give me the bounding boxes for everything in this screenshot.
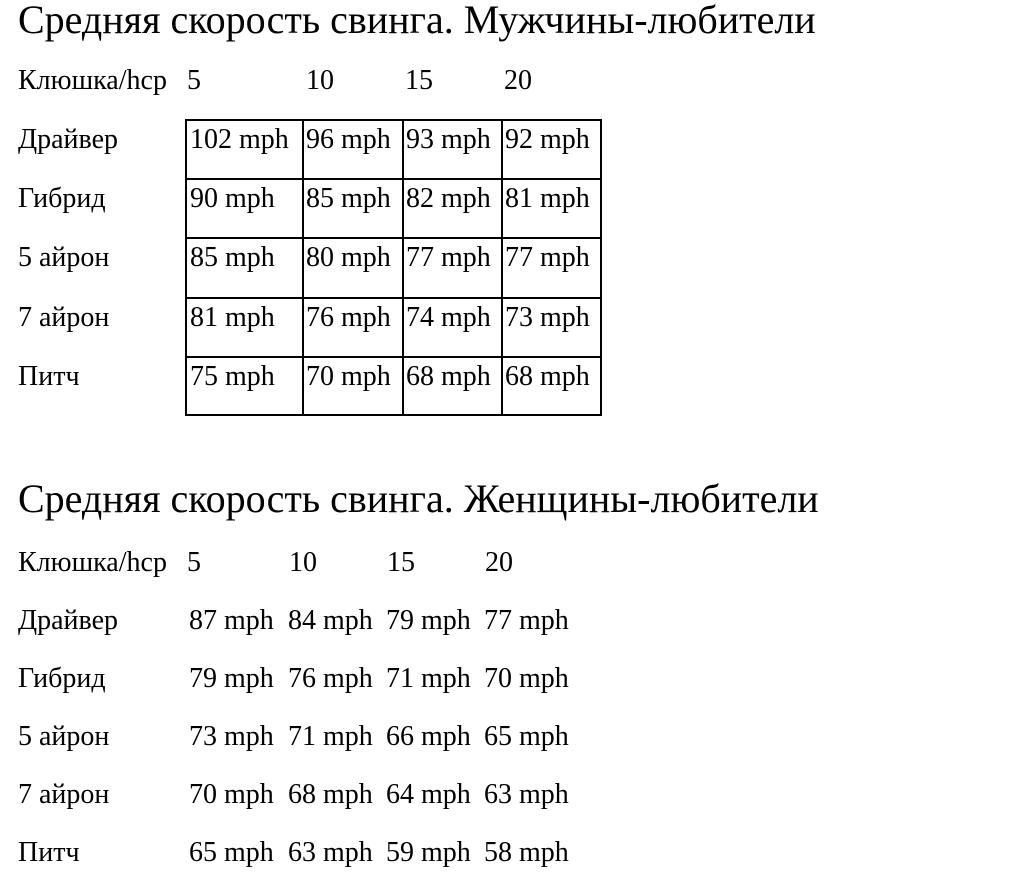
men-speed-cell: 96 mph — [306, 124, 391, 155]
women-speed-cell: 66 mph — [386, 721, 471, 752]
men-speed-cell: 81 mph — [505, 183, 590, 214]
women-hcp-header: 10 — [289, 547, 317, 578]
women-hcp-header: 20 — [485, 547, 513, 578]
women-speed-cell: 84 mph — [288, 605, 373, 636]
grid-divider — [302, 121, 304, 414]
men-speed-cell: 81 mph — [190, 302, 275, 333]
women-speed-cell: 76 mph — [288, 663, 373, 694]
men-speed-cell: 77 mph — [505, 242, 590, 273]
women-speed-cell: 77 mph — [484, 605, 569, 636]
men-speed-cell: 75 mph — [190, 361, 275, 392]
men-speed-cell: 74 mph — [406, 302, 491, 333]
grid-divider — [187, 237, 600, 239]
men-club-label: 5 айрон — [18, 242, 110, 273]
women-speed-cell: 68 mph — [288, 779, 373, 810]
women-table-title: Средняя скорость свинга. Женщины-любители — [18, 476, 819, 521]
women-club-label: Питч — [18, 837, 80, 868]
men-club-label: 7 айрон — [18, 302, 110, 333]
women-speed-cell: 87 mph — [189, 605, 274, 636]
women-speed-cell: 65 mph — [189, 837, 274, 868]
women-speed-cell: 59 mph — [386, 837, 471, 868]
women-speed-cell: 71 mph — [288, 721, 373, 752]
women-club-label: 5 айрон — [18, 721, 110, 752]
grid-divider — [402, 121, 404, 414]
men-speed-cell: 68 mph — [406, 361, 491, 392]
men-speed-cell: 76 mph — [306, 302, 391, 333]
men-speed-cell: 85 mph — [306, 183, 391, 214]
women-speed-cell: 65 mph — [484, 721, 569, 752]
women-speed-cell: 64 mph — [386, 779, 471, 810]
women-club-label: Драйвер — [18, 605, 118, 636]
women-speed-cell: 71 mph — [386, 663, 471, 694]
men-speed-cell: 73 mph — [505, 302, 590, 333]
men-hcp-header: 15 — [405, 65, 433, 96]
men-hcp-header: 10 — [306, 65, 334, 96]
men-speed-cell: 93 mph — [406, 124, 491, 155]
men-speed-cell: 90 mph — [190, 183, 275, 214]
men-club-label: Драйвер — [18, 124, 118, 155]
grid-divider — [501, 121, 503, 414]
women-hcp-header: 15 — [387, 547, 415, 578]
grid-divider — [187, 297, 600, 299]
women-speed-cell: 79 mph — [189, 663, 274, 694]
men-club-label: Гибрид — [18, 183, 106, 214]
men-speed-cell: 82 mph — [406, 183, 491, 214]
women-corner-header: Клюшка/hcp — [18, 547, 167, 578]
men-speed-cell: 70 mph — [306, 361, 391, 392]
grid-divider — [187, 356, 600, 358]
men-speed-cell: 80 mph — [306, 242, 391, 273]
men-corner-header: Клюшка/hcp — [18, 65, 167, 96]
men-club-label: Питч — [18, 361, 80, 392]
men-speed-cell: 68 mph — [505, 361, 590, 392]
men-speed-cell: 85 mph — [190, 242, 275, 273]
women-speed-cell: 58 mph — [484, 837, 569, 868]
women-speed-cell: 70 mph — [484, 663, 569, 694]
women-speed-cell: 63 mph — [484, 779, 569, 810]
men-hcp-header: 5 — [187, 65, 201, 96]
men-table-title: Средняя скорость свинга. Мужчины-любители — [18, 0, 816, 42]
grid-divider — [187, 178, 600, 180]
women-club-label: 7 айрон — [18, 779, 110, 810]
men-hcp-header: 20 — [504, 65, 532, 96]
men-speed-cell: 102 mph — [190, 124, 289, 155]
women-hcp-header: 5 — [187, 547, 201, 578]
men-speed-cell: 77 mph — [406, 242, 491, 273]
women-speed-cell: 63 mph — [288, 837, 373, 868]
women-speed-cell: 70 mph — [189, 779, 274, 810]
women-speed-cell: 79 mph — [386, 605, 471, 636]
women-club-label: Гибрид — [18, 663, 106, 694]
women-speed-cell: 73 mph — [189, 721, 274, 752]
men-speed-cell: 92 mph — [505, 124, 590, 155]
